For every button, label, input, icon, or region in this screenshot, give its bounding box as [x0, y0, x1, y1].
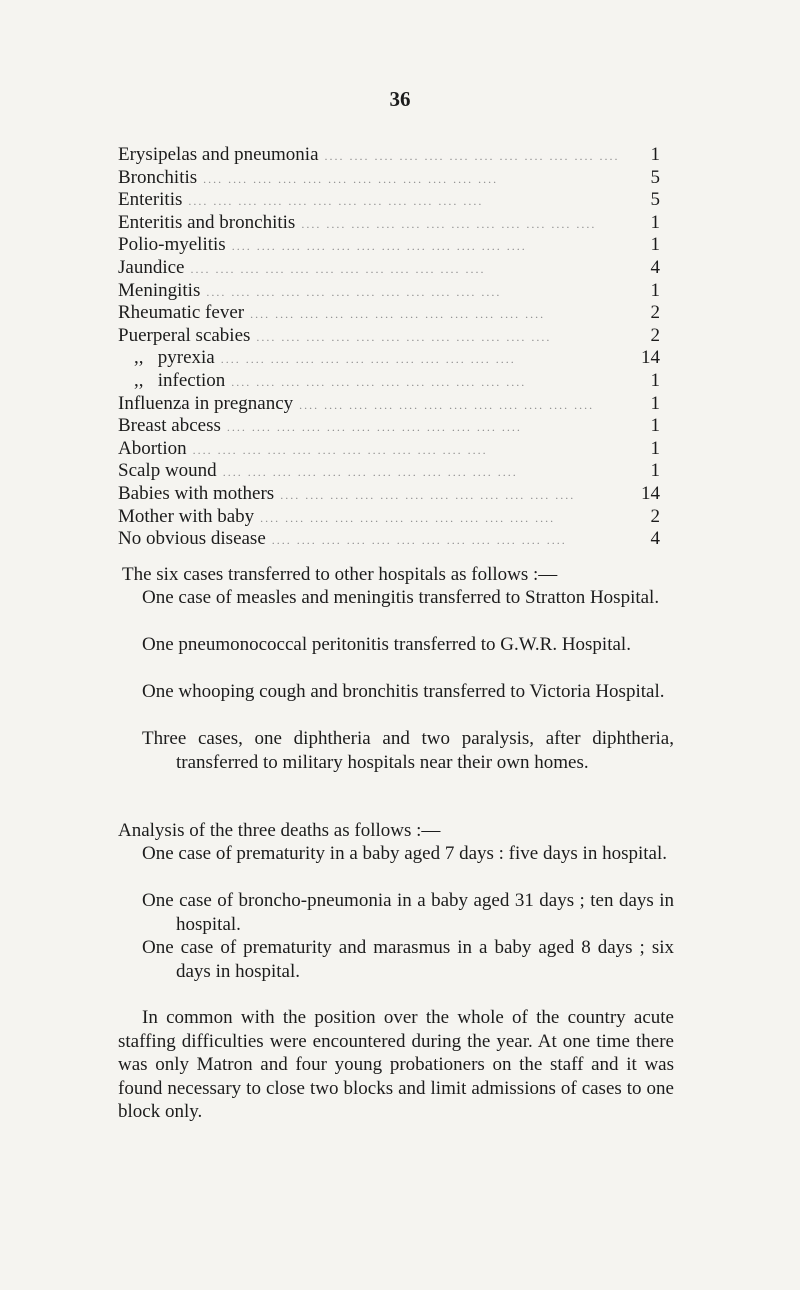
cases-table	[118, 144, 660, 551]
staffing-paragraph: In common with the position over the whole of the country acute staffing difficulties were encountered during the year. At one time there was only Matron and four young probationers on the staff and it was found necessary to close two blocks and limit admissions of cases to one block only.	[118, 1007, 674, 1122]
case-count: 1	[650, 211, 660, 233]
case-count: 2	[650, 324, 660, 346]
case-label: Puerperal scabies	[118, 324, 251, 346]
transfer-item: One pneumonococcal peritonitis transferred to G.W.R. Hospital.	[142, 634, 631, 655]
case-label: Abortion	[118, 437, 187, 459]
case-count: 1	[650, 392, 660, 414]
case-row: Influenza in pregnancy .... .... .... .... .... .... .... .... .... .... .... .... 1	[118, 392, 660, 414]
case-count: 1	[650, 144, 660, 165]
case-row: Meningitis .... .... .... .... .... .... .... .... .... .... .... .... 1	[118, 279, 660, 301]
case-label: Breast abcess	[118, 415, 221, 437]
case-row: Puerperal scabies .... .... .... .... .... .... .... .... .... .... .... .... 2	[118, 324, 660, 346]
case-count: 14	[641, 482, 660, 504]
transfer-item: One whooping cough and bronchitis transferred to Victoria Hospital.	[142, 681, 665, 702]
case-row: Enteritis and bronchitis .... .... .... .... .... .... .... .... .... .... .... .... 1	[118, 211, 660, 233]
death-item: One case of prematurity and marasmus in a baby aged 8 days ; six days in hospital.	[142, 937, 674, 982]
case-label: Polio-myelitis	[118, 234, 226, 256]
case-row: ,, pyrexia .... .... .... .... .... .... .... .... .... .... .... .... 14	[118, 347, 660, 370]
case-label: ,, infection	[134, 369, 226, 391]
case-count: 2	[650, 505, 660, 527]
case-row: Polio-myelitis .... .... .... .... .... .... .... .... .... .... .... .... 1	[118, 234, 660, 256]
transfer-item: Three cases, one diphtheria and two paralysis, after diphtheria, transferred to military hospitals near their own homes.	[142, 728, 674, 773]
case-row: Rheumatic fever .... .... .... .... .... .... .... .... .... .... .... .... 2	[118, 302, 660, 324]
case-count: 4	[650, 528, 660, 550]
page-number: 36	[389, 87, 411, 111]
transfers-intro: The six cases transferred to other hospitals as follows :—	[122, 564, 558, 585]
death-item: One case of prematurity in a baby aged 7 days : five days in hospital.	[142, 843, 667, 864]
case-count: 5	[650, 189, 660, 211]
case-label: Bronchitis	[118, 166, 198, 188]
case-row: Jaundice .... .... .... .... .... .... .... .... .... .... .... .... 4	[118, 256, 660, 278]
case-row: Enteritis .... .... .... .... .... .... .... .... .... .... .... .... 5	[118, 189, 660, 211]
case-label: Babies with mothers	[118, 482, 275, 504]
case-count: 4	[650, 256, 660, 278]
case-row: No obvious disease .... .... .... .... .... .... .... .... .... .... .... .... 4	[118, 528, 660, 550]
case-row: Breast abcess .... .... .... .... .... .... .... .... .... .... .... .... 1	[118, 415, 660, 437]
case-count: 1	[650, 460, 660, 482]
case-count: 1	[650, 279, 660, 301]
case-label: Scalp wound	[118, 460, 217, 482]
case-row: Babies with mothers .... .... .... .... .... .... .... .... .... .... .... .... 14	[118, 482, 660, 504]
case-count: 1	[650, 234, 660, 256]
case-label: Enteritis and bronchitis	[118, 211, 296, 233]
transfer-item: One case of measles and meningitis transferred to Stratton Hospital.	[142, 587, 660, 608]
case-count: 1	[650, 415, 660, 437]
case-label: Enteritis	[118, 189, 183, 211]
case-count: 14	[641, 347, 660, 369]
case-label: Mother with baby	[118, 505, 255, 527]
case-count: 5	[650, 166, 660, 188]
case-label: ,, pyrexia	[134, 347, 215, 369]
case-label: Meningitis	[118, 279, 201, 301]
case-row: Abortion .... .... .... .... .... .... .... .... .... .... .... .... 1	[118, 437, 660, 459]
case-label: Influenza in pregnancy	[118, 392, 294, 414]
case-count: 1	[650, 437, 660, 459]
case-count: 2	[650, 302, 660, 324]
case-row: Erysipelas and pneumonia .... .... .... .... .... .... .... .... .... .... .... .... 1	[118, 144, 660, 165]
case-row: Scalp wound .... .... .... .... .... .... .... .... .... .... .... .... 1	[118, 460, 660, 482]
case-row: Mother with baby .... .... .... .... .... .... .... .... .... .... .... .... 2	[118, 505, 660, 527]
case-count: 1	[650, 369, 660, 391]
case-label: Jaundice	[118, 256, 185, 278]
case-label: No obvious disease	[118, 528, 266, 550]
case-label: Erysipelas and pneumonia	[118, 144, 319, 165]
deaths-intro: Analysis of the three deaths as follows :—	[118, 820, 441, 841]
death-item: One case of broncho-pneumonia in a baby aged 31 days ; ten days in hospital.	[142, 890, 674, 935]
case-label: Rheumatic fever	[118, 302, 245, 324]
case-row: ,, infection .... .... .... .... .... .... .... .... .... .... .... .... 1	[118, 370, 660, 393]
case-row: Bronchitis .... .... .... .... .... .... .... .... .... .... .... .... 5	[118, 166, 660, 188]
